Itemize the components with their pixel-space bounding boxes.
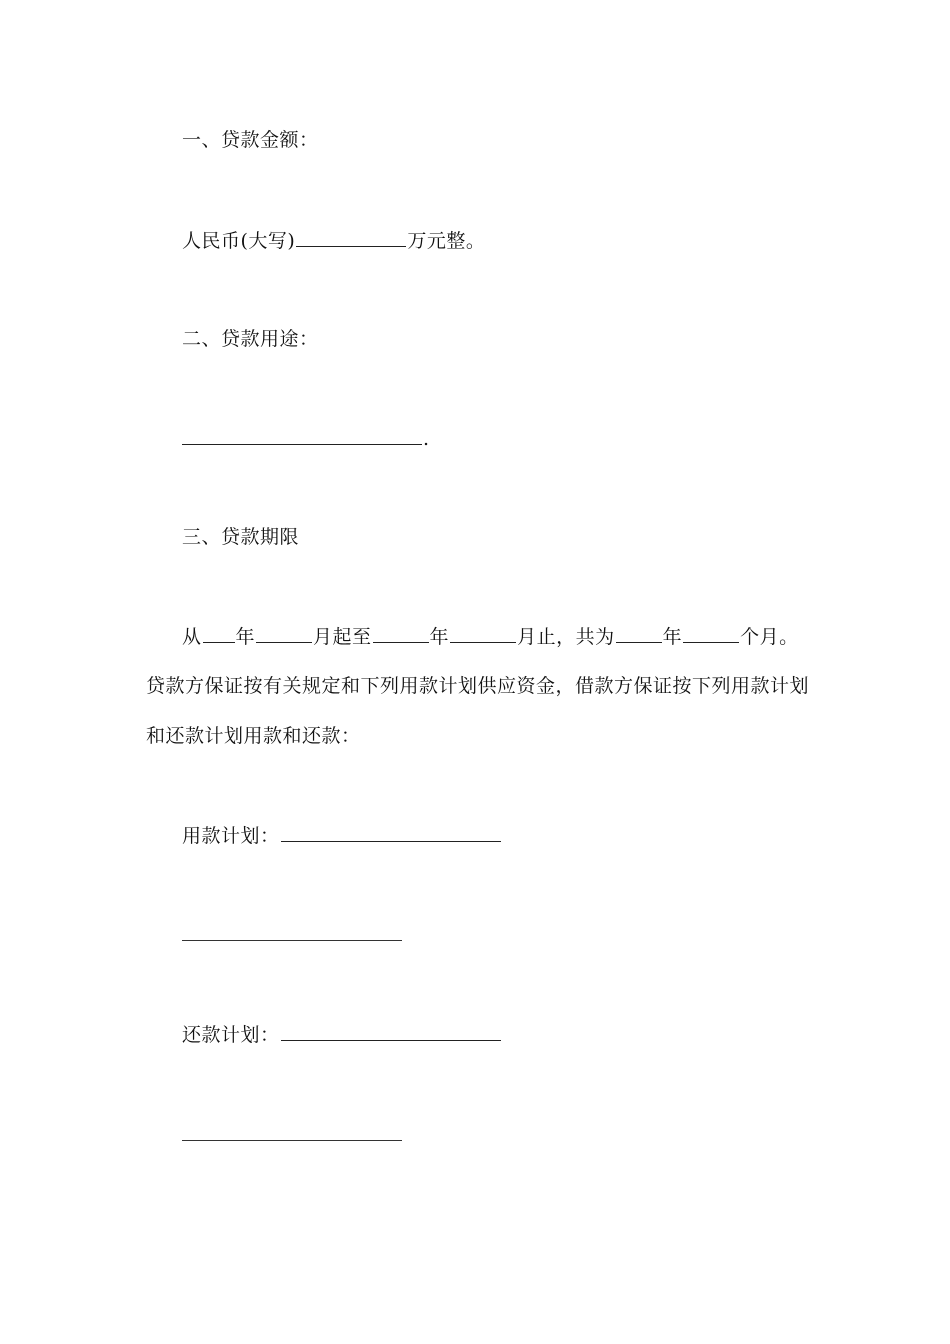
start-month-blank[interactable] — [256, 624, 312, 643]
purpose-end: . — [423, 428, 430, 450]
duration-years-blank[interactable] — [616, 624, 662, 643]
guarantee-line-2: 和还款计划用款和还款： — [146, 725, 361, 747]
amount-suffix: 万元整。 — [407, 230, 486, 252]
term-month-start: 月起至 — [313, 626, 372, 648]
term-months: 个月。 — [740, 626, 799, 648]
repay-plan-blank[interactable] — [281, 1022, 501, 1041]
end-month-blank[interactable] — [450, 624, 516, 643]
term-month-end: 月止，共为 — [517, 626, 615, 648]
duration-months-blank[interactable] — [683, 624, 739, 643]
use-plan-blank[interactable] — [281, 823, 501, 842]
start-year-blank[interactable] — [203, 624, 235, 643]
amount-blank[interactable] — [296, 228, 406, 247]
repay-plan-label: 还款计划： — [182, 1024, 280, 1046]
repay-plan-line — [182, 1022, 502, 1047]
term-from: 从 — [182, 626, 202, 648]
section-2-heading: 二、贷款用途： — [182, 328, 319, 350]
use-plan-continuation-blank[interactable] — [182, 940, 402, 941]
use-plan-label: 用款计划： — [182, 825, 280, 847]
loan-amount-line — [182, 228, 485, 253]
guarantee-line-1: 贷款方保证按有关规定和下列用款计划供应资金，借款方保证按下列用款计划 — [146, 675, 810, 697]
purpose-blank[interactable] — [182, 426, 422, 445]
loan-term-line — [182, 624, 799, 649]
term-year-3: 年 — [662, 626, 683, 648]
term-year-2: 年 — [429, 626, 450, 648]
loan-purpose-line — [182, 426, 430, 451]
term-year-1: 年 — [235, 626, 256, 648]
end-year-blank[interactable] — [373, 624, 429, 643]
amount-prefix: 人民币(大写) — [182, 230, 296, 252]
section-1-heading: 一、贷款金额： — [182, 129, 319, 151]
use-plan-line — [182, 823, 502, 848]
repay-plan-continuation-blank[interactable] — [182, 1140, 402, 1141]
section-3-heading: 三、贷款期限 — [182, 526, 300, 548]
